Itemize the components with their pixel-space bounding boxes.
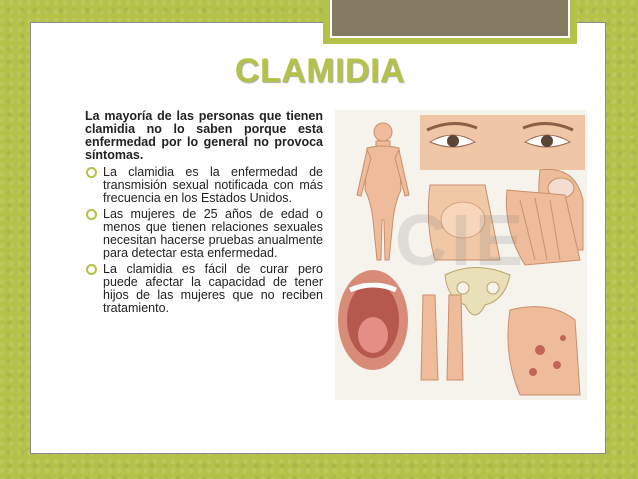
text-column [85, 110, 323, 318]
ring-bullet-icon [86, 209, 97, 220]
image-watermark: CIE [394, 201, 528, 281]
medical-illustration [335, 110, 587, 400]
foot-icon [508, 307, 580, 395]
bullet-item [85, 263, 323, 315]
bullet-text: Las mujeres de 25 años de edad o menos que tienen relaciones sexuales necesitan hacerse pruebas anualmente para detectar esta enfermedad. [103, 207, 323, 260]
bullet-list [85, 166, 323, 315]
legs-icon [421, 295, 463, 380]
intro-paragraph: La mayoría de las personas que tienen clamidia no lo saben porque esta enfermedad por lo general no provoca síntomas. [85, 109, 323, 162]
bullet-item [85, 208, 323, 260]
ring-bullet-icon [86, 167, 97, 178]
bullet-item [85, 166, 323, 205]
decorative-header-box [330, 0, 570, 38]
bullet-text: La clamidia es la enfermedad de transmisión sexual notificada con más frecuencia en los Estados Unidos. [103, 165, 323, 205]
ring-bullet-icon [86, 264, 97, 275]
eyes-icon [420, 115, 585, 170]
bullet-text: La clamidia es fácil de curar pero puede afectar la capacidad de tener hijos de las mujeres que no reciben tratamiento. [103, 262, 323, 315]
open-mouth-icon [338, 270, 408, 370]
slide-title: CLAMIDIA [234, 52, 406, 90]
